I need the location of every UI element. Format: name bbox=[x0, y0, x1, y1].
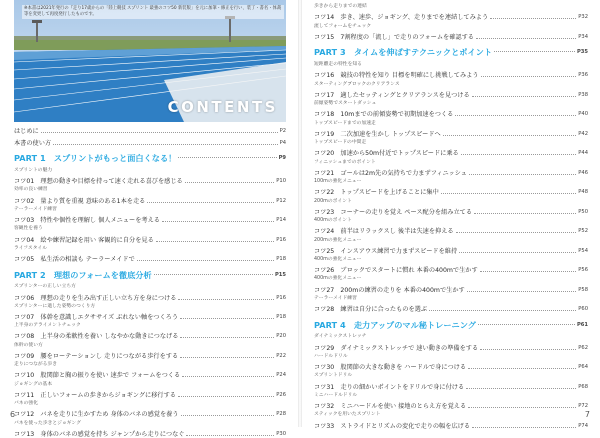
toc-title: コツ18 10mまでの前傾姿勢で初期加速をつくる bbox=[314, 111, 454, 119]
toc-entry bbox=[314, 244, 588, 255]
toc-leader-dots bbox=[494, 51, 575, 52]
toc-title: ハードルドリル bbox=[314, 353, 348, 359]
toc-leader-dots bbox=[472, 96, 577, 97]
toc-page-ref: P22 bbox=[276, 352, 286, 359]
toc-title: 400mのポイント bbox=[314, 218, 352, 224]
toc-title: 前傾姿勢でスタートダッシュ bbox=[314, 101, 377, 107]
toc-page-ref: P74 bbox=[578, 422, 588, 429]
toc-title: コツ06 理想の走りを生み出す正しい立ち方を身につける bbox=[14, 294, 177, 302]
toc-title: コツ15 7割程度の「流し」で走りのフォームを確認する bbox=[314, 33, 474, 41]
toc-entry bbox=[314, 68, 588, 79]
reprint-notice: ※本書は2021年発行の『走り17歳からの「陸上競技 スプリント 最強のコツ50 新装版」を元に加筆・修正を行い、装丁・書名・体裁等を変更して再度発行したものです。 bbox=[22, 5, 284, 19]
toc-title: 客観性を養う bbox=[14, 226, 43, 232]
toc-subheading bbox=[14, 244, 286, 252]
toc-page-ref: P50 bbox=[578, 208, 588, 215]
toc-page-ref: P18 bbox=[276, 256, 286, 263]
toc-subheading bbox=[314, 138, 588, 146]
toc-page-ref: P10 bbox=[276, 178, 286, 185]
toc-entry bbox=[314, 127, 588, 138]
toc-title: スティックを用いたスプリント bbox=[314, 412, 381, 418]
toc-title: トップスピードまでの加速走 bbox=[314, 120, 376, 126]
toc-subheading bbox=[314, 216, 588, 224]
toc-entry bbox=[14, 349, 286, 360]
toc-entry bbox=[14, 193, 286, 204]
toc-entry bbox=[14, 310, 286, 321]
toc-subheading bbox=[314, 2, 588, 10]
toc-entry bbox=[314, 107, 588, 118]
toc-title: コツ13 身体のバネの感覚を持ち ジャンプから走りにつなぐ bbox=[14, 430, 185, 438]
toc-leader-dots bbox=[185, 182, 275, 183]
toc-leader-dots bbox=[461, 154, 577, 155]
toc-leader-dots bbox=[455, 115, 576, 116]
toc-title: コツ31 走りの細かいポイントをドリルで身に付ける bbox=[314, 383, 465, 391]
toc-leader-dots bbox=[466, 388, 576, 389]
toc-entry bbox=[314, 30, 588, 41]
toc-entry bbox=[14, 124, 286, 135]
toc-title: コツ04 絵や練習記録を用い 客観的に自分を見る bbox=[14, 236, 154, 244]
toc-subheading bbox=[14, 166, 286, 174]
contents-title: CONTENTS bbox=[167, 98, 278, 116]
toc-subheading bbox=[14, 321, 286, 329]
toc-page-ref: P54 bbox=[578, 247, 588, 254]
toc-entry bbox=[14, 407, 286, 418]
toc-page-ref: P15 bbox=[274, 271, 286, 278]
toc-title: コツ05 私生活の相談も テーラーメイドで bbox=[14, 256, 135, 264]
toc-entry bbox=[14, 329, 286, 340]
toc-title: コツ33 ストライドとリズムの変化で走りの幅を広げる bbox=[314, 422, 471, 430]
toc-title: コツ10 股関節と胸の振りを使い 速歩で フォームをつくる bbox=[14, 372, 181, 380]
toc-title: 100mの強化メニュー bbox=[314, 179, 362, 185]
toc-leader-dots bbox=[480, 271, 577, 272]
toc-leader-dots bbox=[53, 144, 277, 145]
toc-leader-dots bbox=[441, 193, 577, 194]
toc-page-ref: P34 bbox=[578, 33, 588, 40]
toc-title: トップスピードの中間走 bbox=[314, 140, 367, 146]
toc-subheading bbox=[314, 21, 588, 29]
toc-leader-dots bbox=[181, 415, 275, 416]
toc-title: コツ28 練習は自分に合ったものを選ぶ bbox=[314, 306, 428, 314]
toc-subheading bbox=[314, 118, 588, 126]
toc-entry bbox=[314, 399, 588, 410]
toc-leader-dots bbox=[147, 202, 274, 203]
toc-title: 本書の使い方 bbox=[14, 139, 52, 147]
toc-leader-dots bbox=[468, 407, 576, 408]
toc-leader-dots bbox=[41, 132, 278, 133]
page-number-right: 7 bbox=[584, 410, 590, 419]
toc-title: コツ17 適したセッティングとクリアランスを見つける bbox=[314, 91, 470, 99]
toc-leader-dots bbox=[456, 232, 577, 233]
toc-title: コツ02 量より質を重視 意味のある1本を走る bbox=[14, 197, 146, 205]
toc-title: 歩きから走りまでの連結 bbox=[314, 4, 367, 10]
toc-title: コツ27 200mの練習の走りを 本番の400mで生かす bbox=[314, 286, 465, 294]
toc-title: 200mの強化メニュー bbox=[314, 237, 362, 243]
toc-subheading bbox=[314, 99, 588, 107]
toc-entry bbox=[314, 146, 588, 157]
toc-title: 走りにつながる歩き bbox=[14, 362, 58, 368]
toc-entry bbox=[314, 166, 588, 177]
toc-leader-dots bbox=[469, 174, 576, 175]
toc-subheading bbox=[314, 371, 588, 379]
toc-page-ref: P38 bbox=[578, 91, 588, 98]
toc-title: PART 2 理想のフォームを徹底分析 bbox=[14, 269, 152, 280]
toc-entry bbox=[314, 88, 588, 99]
toc-subheading bbox=[314, 391, 588, 399]
toc-subheading bbox=[314, 332, 588, 340]
toc-entry bbox=[314, 302, 588, 313]
toc-entry bbox=[314, 224, 588, 235]
toc-page-ref: P12 bbox=[276, 197, 286, 204]
toc-subheading bbox=[14, 224, 286, 232]
toc-subheading bbox=[14, 205, 286, 213]
toc-page-ref: P24 bbox=[276, 372, 286, 379]
toc-leader-dots bbox=[480, 349, 576, 350]
toc-entry bbox=[14, 290, 286, 301]
toc-entry bbox=[314, 263, 588, 274]
toc-page-ref: P62 bbox=[578, 344, 588, 351]
toc-title: コツ30 股関節の大きな動きを ハードルで身につける bbox=[314, 364, 467, 372]
toc-leader-dots bbox=[180, 337, 274, 338]
toc-leader-dots bbox=[156, 241, 274, 242]
toc-title: バネを使った歩きとジョギング bbox=[14, 420, 81, 426]
toc-page-ref: P60 bbox=[578, 306, 588, 313]
toc-page-ref: P28 bbox=[276, 411, 286, 418]
toc-title: スプリントドリル bbox=[314, 373, 353, 379]
toc-subheading bbox=[314, 255, 588, 263]
toc-page-ref: P20 bbox=[276, 333, 286, 340]
toc-title: ダイナミックストレッチ bbox=[314, 334, 367, 340]
toc-entry bbox=[14, 368, 286, 379]
toc-subheading bbox=[314, 235, 588, 243]
toc-entry bbox=[314, 360, 588, 371]
toc-page-ref: P56 bbox=[578, 267, 588, 274]
toc-subheading bbox=[14, 340, 286, 348]
toc-title: 流してフォームをチェック bbox=[314, 23, 372, 29]
toc-leader-dots bbox=[474, 213, 576, 214]
toc-leader-dots bbox=[178, 299, 274, 300]
toc-subheading bbox=[314, 177, 588, 185]
toc-subheading bbox=[14, 302, 286, 310]
toc-leader-dots bbox=[180, 357, 274, 358]
toc-part-heading bbox=[14, 152, 286, 166]
toc-entry bbox=[14, 232, 286, 243]
toc-leader-dots bbox=[137, 260, 274, 261]
toc-entry bbox=[14, 427, 286, 438]
page-number-left: 6 bbox=[10, 410, 16, 419]
toc-page-ref: P58 bbox=[578, 286, 588, 293]
toc-title: PART 1 スプリントがもっと面白くなる！ bbox=[14, 153, 177, 164]
toc-title: 400mの強化メニュー bbox=[314, 276, 362, 282]
toc-subheading bbox=[14, 360, 286, 368]
toc-title: テーラーメイド練習 bbox=[14, 206, 57, 212]
toc-title: スプリンターに適した姿勢のつくり方 bbox=[14, 303, 96, 309]
toc-title: スターティングブロックのクリアランス bbox=[314, 81, 400, 87]
toc-part-heading bbox=[14, 268, 286, 282]
toc-title: コツ24 前半はリラックスし 後半は失速を抑える bbox=[314, 228, 454, 236]
toc-entry bbox=[14, 135, 286, 146]
toc-leader-dots bbox=[178, 396, 274, 397]
toc-page-ref: P2 bbox=[279, 128, 286, 135]
toc-title: コツ08 上半身の柔軟性を養い しなやかな動きにつなげる bbox=[14, 333, 179, 341]
toc-page-ref: P72 bbox=[578, 403, 588, 410]
toc-subheading bbox=[314, 294, 588, 302]
toc-subheading bbox=[314, 79, 588, 87]
toc-title: 400mの強化メニュー bbox=[314, 257, 362, 262]
toc-leader-dots bbox=[468, 368, 576, 369]
toc-title: コツ29 ダイナミックストレッチで 速い動きの準備をする bbox=[314, 344, 479, 352]
toc-leader-dots bbox=[180, 318, 274, 319]
toc-title: フィニッシュまでのポイント bbox=[314, 159, 376, 165]
toc-subheading bbox=[314, 60, 588, 68]
toc-title: 200mのポイント bbox=[314, 198, 352, 204]
toc-page-ref: P14 bbox=[276, 217, 286, 224]
toc-entry bbox=[314, 282, 588, 293]
toc-page-ref: P64 bbox=[578, 364, 588, 371]
toc-title: コツ01 理想の動きや目標を持って速く走れる喜びを感じる bbox=[14, 178, 183, 186]
toc-subheading bbox=[14, 418, 286, 426]
toc-title: コツ23 コーナーの走りを覚え ペース配分を組み立てる bbox=[314, 208, 473, 216]
toc-title: コツ14 歩き、速歩、ジョギング、走りまでを連結してみよう bbox=[314, 14, 489, 22]
toc-subheading bbox=[314, 410, 588, 418]
toc-entry bbox=[14, 252, 286, 263]
toc-leader-dots bbox=[154, 274, 273, 275]
toc-title: テーラーメイド練習 bbox=[314, 295, 357, 301]
toc-subheading bbox=[314, 196, 588, 204]
toc-leader-dots bbox=[186, 435, 274, 436]
toc-leader-dots bbox=[162, 221, 274, 222]
toc-title: コツ20 加速から50m付近でトップスピードに乗る bbox=[314, 150, 459, 158]
toc-subheading bbox=[14, 185, 286, 193]
left-page bbox=[0, 0, 298, 438]
right-page bbox=[302, 0, 600, 430]
toc-title: バネの強化 bbox=[14, 401, 38, 407]
toc-page-ref: P32 bbox=[578, 14, 588, 21]
toc-subheading bbox=[314, 157, 588, 165]
toc-leader-dots bbox=[490, 18, 576, 19]
toc-subheading bbox=[314, 352, 588, 360]
toc-leader-dots bbox=[472, 427, 576, 428]
toc-title: ミニハードルドリル bbox=[314, 392, 358, 398]
toc-part-heading bbox=[314, 318, 588, 332]
toc-title: はじめに bbox=[14, 128, 39, 136]
toc-subheading bbox=[314, 274, 588, 282]
toc-leader-dots bbox=[459, 252, 576, 253]
toc-page-ref: P16 bbox=[276, 294, 286, 301]
toc-page-ref: P36 bbox=[578, 72, 588, 79]
toc-page-ref: P44 bbox=[578, 150, 588, 157]
toc-subheading bbox=[14, 282, 286, 290]
toc-page-ref: P35 bbox=[576, 49, 588, 56]
toc-title: スプリンターの正しい立ち方 bbox=[14, 284, 76, 290]
toc-page-ref: P9 bbox=[278, 155, 286, 162]
toc-title: スプリントの魅力 bbox=[14, 167, 53, 173]
toc-entry bbox=[314, 418, 588, 429]
toc-leader-dots bbox=[443, 135, 577, 136]
toc-title: PART 3 タイムを伸ばすテクニックとポイント bbox=[314, 47, 493, 58]
toc-title: コツ12 バネを走りに生かすため 身体のバネの感覚を養う bbox=[14, 411, 179, 419]
toc-leader-dots bbox=[429, 310, 576, 311]
toc-page-ref: P30 bbox=[276, 430, 286, 437]
toc-leader-dots bbox=[178, 157, 276, 158]
toc-title: コツ26 ブロックでスタートに慣れ 本番の400mで生かす bbox=[314, 267, 478, 275]
toc-page-ref: P52 bbox=[578, 228, 588, 235]
toc-page-ref: P16 bbox=[276, 236, 286, 243]
toc-page-ref: P42 bbox=[578, 130, 588, 137]
toc-leader-dots bbox=[476, 38, 576, 39]
toc-title: 上半身のアライメントチェック bbox=[14, 323, 81, 329]
toc-subheading bbox=[14, 399, 286, 407]
toc-title: コツ25 インスアウス練習で力まずスピードを維持 bbox=[314, 247, 458, 255]
toc-title: コツ16 競技の特性を知り 目標を明確にし挑戦してみよう bbox=[314, 72, 479, 80]
toc-title: 体幹の使い方 bbox=[14, 342, 43, 348]
toc-title: コツ03 特性や個性を理解し 個人メニューを考える bbox=[14, 217, 160, 225]
toc-title: コツ19 二次加速を生かし トップスピードへ bbox=[314, 130, 441, 138]
toc-subheading bbox=[14, 379, 286, 387]
toc-left bbox=[14, 124, 286, 438]
toc-entry bbox=[314, 205, 588, 216]
toc-right bbox=[314, 2, 588, 430]
toc-page-ref: P61 bbox=[576, 321, 588, 328]
toc-entry bbox=[314, 379, 588, 390]
toc-part-heading bbox=[314, 46, 588, 60]
toc-title: コツ11 正しいフォームの歩きからジョギングに移行する bbox=[14, 391, 176, 399]
toc-title: コツ22 トップスピードを上げることに集中 bbox=[314, 189, 439, 197]
toc-entry bbox=[14, 388, 286, 399]
toc-entry bbox=[314, 10, 588, 21]
toc-title: PART 4 走力アップのマル秘トレーニング bbox=[314, 319, 476, 330]
toc-title: コツ09 腰をローテーションし 走りにつながる歩行をする bbox=[14, 352, 179, 360]
toc-title: コツ07 体幹を意識しエクササイズ ぶれない軸をつくろう bbox=[14, 313, 179, 321]
toc-entry bbox=[14, 174, 286, 185]
toc-title: ジョギングの基本 bbox=[14, 381, 53, 387]
toc-page-ref: P68 bbox=[578, 383, 588, 390]
toc-page-ref: P4 bbox=[279, 139, 286, 146]
toc-entry bbox=[314, 340, 588, 351]
toc-title: 短距離走の特性を知る bbox=[314, 62, 362, 68]
toc-leader-dots bbox=[478, 324, 575, 325]
toc-entry bbox=[314, 185, 588, 196]
toc-page-ref: P26 bbox=[276, 391, 286, 398]
toc-page-ref: P46 bbox=[578, 169, 588, 176]
toc-leader-dots bbox=[467, 291, 577, 292]
toc-title: コツ32 ミニハードルを使い 接地のとらえ方を覚える bbox=[314, 403, 467, 411]
toc-page-ref: P48 bbox=[578, 189, 588, 196]
toc-leader-dots bbox=[182, 376, 274, 377]
toc-entry bbox=[14, 213, 286, 224]
toc-title: ライフスタイル bbox=[14, 245, 48, 251]
toc-leader-dots bbox=[481, 76, 577, 77]
toc-page-ref: P18 bbox=[276, 313, 286, 320]
toc-title: コツ21 ゴールは2m先の気持ちで力まずフィニッシュ bbox=[314, 169, 467, 177]
track-photo bbox=[14, 0, 286, 122]
toc-page-ref: P40 bbox=[578, 111, 588, 118]
toc-title: 効率の良い練習 bbox=[14, 187, 48, 193]
